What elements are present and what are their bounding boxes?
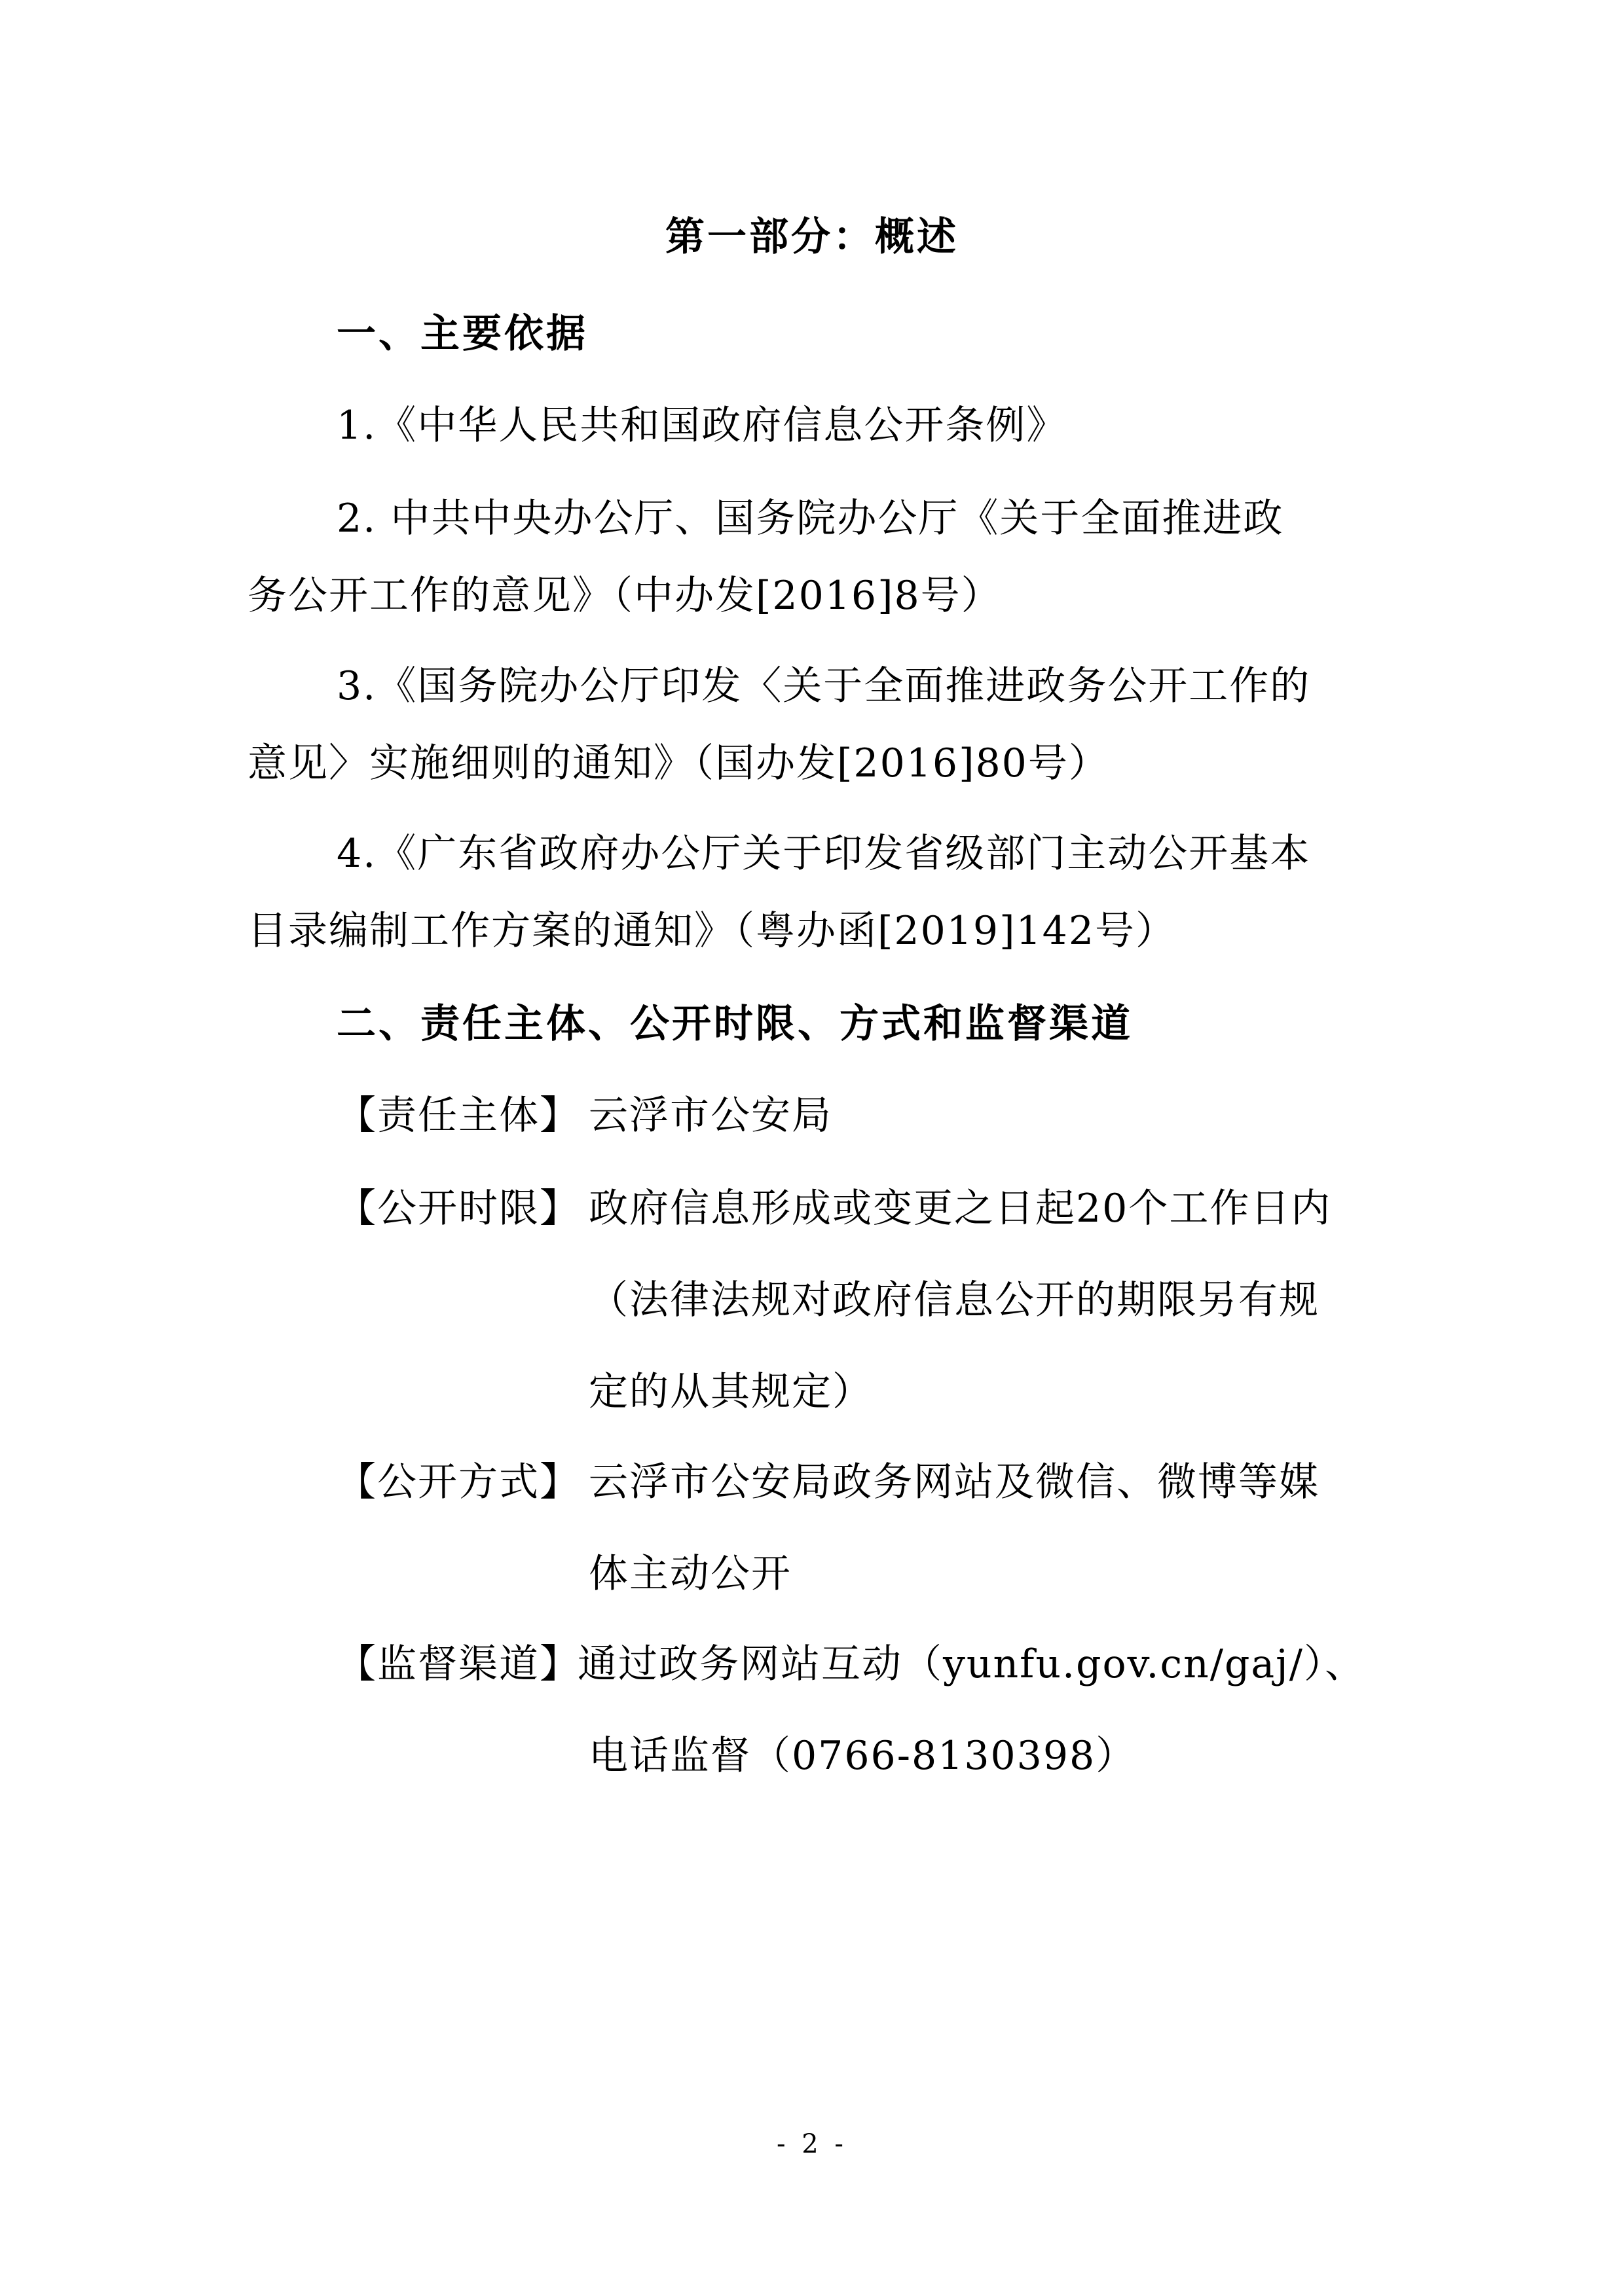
basis-item-1-line-1: 1.《中华人民共和国政府信息公开条例》 bbox=[337, 403, 1067, 448]
row-value-line: 通过政务网站互动（yunfu.gov.cn/gaj/）、 bbox=[578, 1641, 1365, 1687]
page-number: - 2 - bbox=[777, 2129, 847, 2159]
basis-item-3-line-1: 3.《国务院办公厅印发〈关于全面推进政务公开工作的 bbox=[337, 663, 1311, 709]
row-value bbox=[589, 1182, 1401, 1418]
row-label: 【责任主体】 bbox=[337, 1093, 580, 1139]
row-value bbox=[589, 1456, 1401, 1600]
row-value-line: 云浮市公安局政务网站及微信、微博等媒 bbox=[589, 1459, 1320, 1505]
row-label: 【公开方式】 bbox=[337, 1459, 580, 1505]
row-value-line: 电话监督（0766-8130398） bbox=[589, 1733, 1137, 1779]
section-heading-responsibility: 二、责任主体、公开时限、方式和监督渠道 bbox=[337, 1001, 1133, 1047]
row-value-line: 体主动公开 bbox=[589, 1551, 792, 1597]
page-title: 第一部分：概述 bbox=[665, 214, 959, 260]
basis-item-2-line-1: 2. 中共中央办公厅、国务院办公厅《关于全面推进政 bbox=[337, 496, 1284, 541]
basis-item-4-line-1: 4.《广东省政府办公厅关于印发省级部门主动公开基本 bbox=[337, 831, 1311, 877]
row-value bbox=[589, 1089, 1401, 1142]
row-value-line: （法律法规对政府信息公开的期限另有规 bbox=[589, 1277, 1320, 1323]
row-value bbox=[578, 1638, 1390, 1782]
row-label: 【监督渠道】 bbox=[337, 1641, 580, 1687]
basis-item-4-line-2: 目录编制工作方案的通知》（粤办函[2019]142号） bbox=[248, 908, 1177, 954]
row-value-line: 定的从其规定） bbox=[589, 1369, 873, 1415]
row-value-line: 政府信息形成或变更之日起20个工作日内 bbox=[589, 1186, 1332, 1231]
basis-item-3-line-2: 意见〉实施细则的通知》（国办发[2016]80号） bbox=[248, 740, 1109, 786]
row-value-line: 云浮市公安局 bbox=[589, 1093, 832, 1139]
section-heading-basis: 一、主要依据 bbox=[337, 311, 588, 357]
row-label: 【公开时限】 bbox=[337, 1186, 580, 1231]
basis-item-2-line-2: 务公开工作的意见》（中办发[2016]8号） bbox=[248, 573, 1002, 619]
